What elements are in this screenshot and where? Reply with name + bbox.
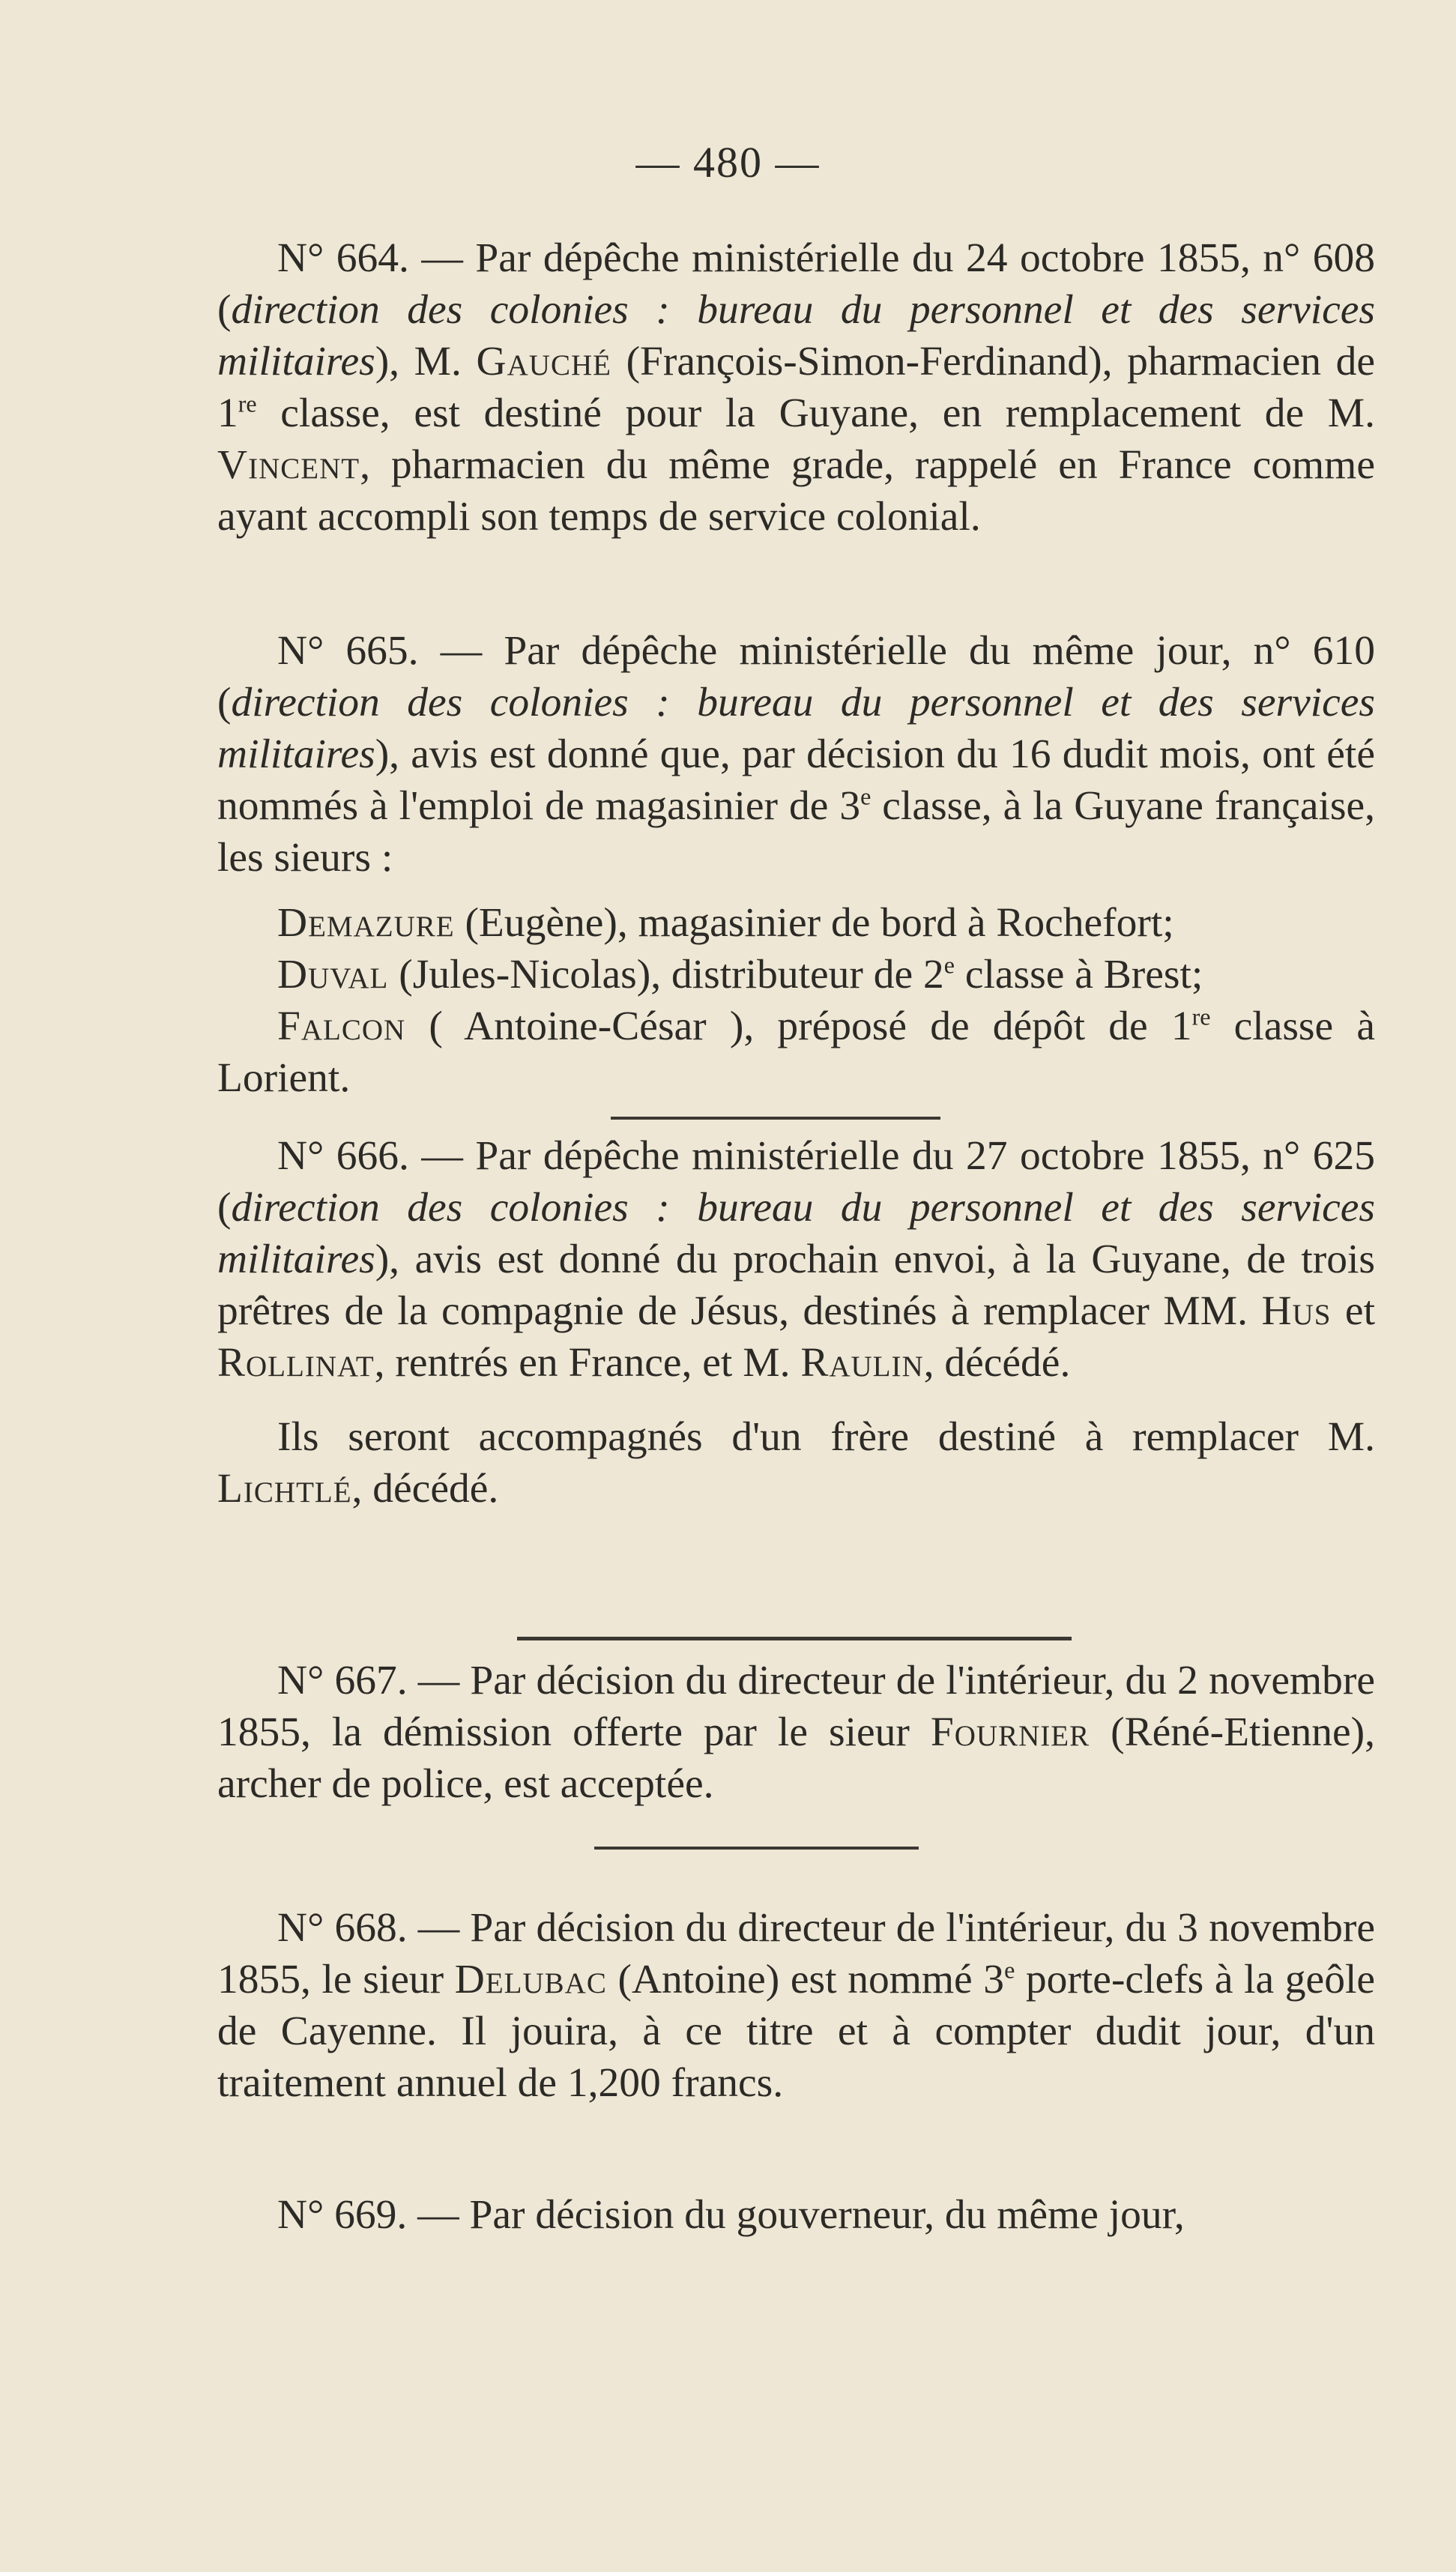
entry-666-paragraph: N° 666. — Par dépêche ministérielle du 27 octobre 1855, n° 625 (direction des colonies : bureau du personnel et des services militaires), avis est donné du prochain envoi, à la Guyane, de trois prêtres de la compagnie de Jésus, destinés à remplacer MM. Hus et Rollinat, rentrés en France, et M. Raulin, décédé. — [217, 1133, 1375, 1386]
entry-number: N° 664. — [277, 235, 409, 281]
person-name: Rollinat — [217, 1340, 375, 1386]
entry-665 — [217, 625, 1375, 1104]
entry-664 — [217, 232, 1375, 543]
person-name: Gauché — [476, 339, 611, 384]
appointee-line: Duval (Jules-Nicolas), distributeur de 2e classe à Brest; — [277, 951, 1203, 997]
entry-number: N° 669. — [277, 2192, 408, 2238]
person-name: Raulin — [800, 1340, 924, 1386]
entry-668 — [217, 1902, 1375, 2109]
entry-667-paragraph: N° 667. — Par décision du directeur de l'intérieur, du 2 novembre 1855, la démission offerte par le sieur Fournier (Réné-Etienne), archer de police, est acceptée. — [217, 1658, 1376, 1807]
person-name: Vincent — [217, 442, 360, 488]
entry-669-paragraph: N° 669. — Par décision du gouverneur, du même jour, — [277, 2192, 1185, 2238]
entry-number: N° 665. — [277, 628, 419, 674]
separator-rule — [594, 1847, 919, 1850]
entry-667 — [217, 1655, 1375, 1810]
separator-rule — [517, 1637, 1072, 1640]
person-name: Falcon — [277, 1003, 406, 1049]
entry-666-followup: Ils seront accompagnés d'un frère destiné à remplacer M. Lichtlé, décédé. — [217, 1414, 1375, 1512]
page-number: — 480 — — [635, 138, 821, 187]
entry-664-paragraph: N° 664. — Par dépêche ministérielle du 24 octobre 1855, n° 608 (direction des colonies : bureau du personnel et des services militaires), M. Gauché (François-Simon-Ferdinand), pharmacien de 1re classe, est destiné pour la Guyane, en remplacement de M. Vincent, pharmacien du même grade, rappelé en France comme ayant accompli son temps de service colonial. — [217, 235, 1375, 540]
entry-665-paragraph: N° 665. — Par dépêche ministérielle du même jour, n° 610 (direction des colonies : bureau du personnel et des services militaires), avis est donné que, par décision du 16 dudit mois, ont été nommés à l'emploi de magasinier de 3e classe, à la Guyane française, les sieurs : — [217, 628, 1375, 881]
appointee-line: Falcon ( Antoine-César ), préposé de dépôt de 1re classe à Lorient. — [217, 1003, 1375, 1101]
entry-669 — [217, 2189, 1375, 2241]
entry-number: N° 668. — [277, 1905, 408, 1951]
direction-reference: direction des colonies : bureau du personnel et des services militaires — [217, 287, 1375, 384]
direction-reference: direction des colonies : bureau du personnel et des services militaires — [217, 1185, 1375, 1282]
person-name: Lichtlé — [217, 1466, 352, 1512]
person-name: Duval — [277, 952, 389, 997]
person-name: Hus — [1261, 1288, 1332, 1334]
person-name: Demazure — [277, 900, 455, 946]
person-name: Fournier — [930, 1709, 1090, 1755]
appointee-line: Demazure (Eugène), magasinier de bord à Rochefort; — [277, 900, 1174, 946]
entry-number: N° 666. — [277, 1133, 409, 1179]
entry-666 — [217, 1130, 1375, 1515]
person-name: Delubac — [454, 1957, 607, 2002]
entry-668-paragraph: N° 668. — Par décision du directeur de l'intérieur, du 3 novembre 1855, le sieur Delubac (Antoine) est nommé 3e porte-clefs à la geôle de Cayenne. Il jouira, à ce titre et à compter dudit jour, d'un traitement annuel de 1,200 francs. — [217, 1905, 1375, 2106]
separator-rule — [611, 1117, 940, 1120]
entry-number: N° 667. — [277, 1658, 408, 1703]
direction-reference: direction des colonies : bureau du personnel et des services militaires — [217, 680, 1375, 777]
